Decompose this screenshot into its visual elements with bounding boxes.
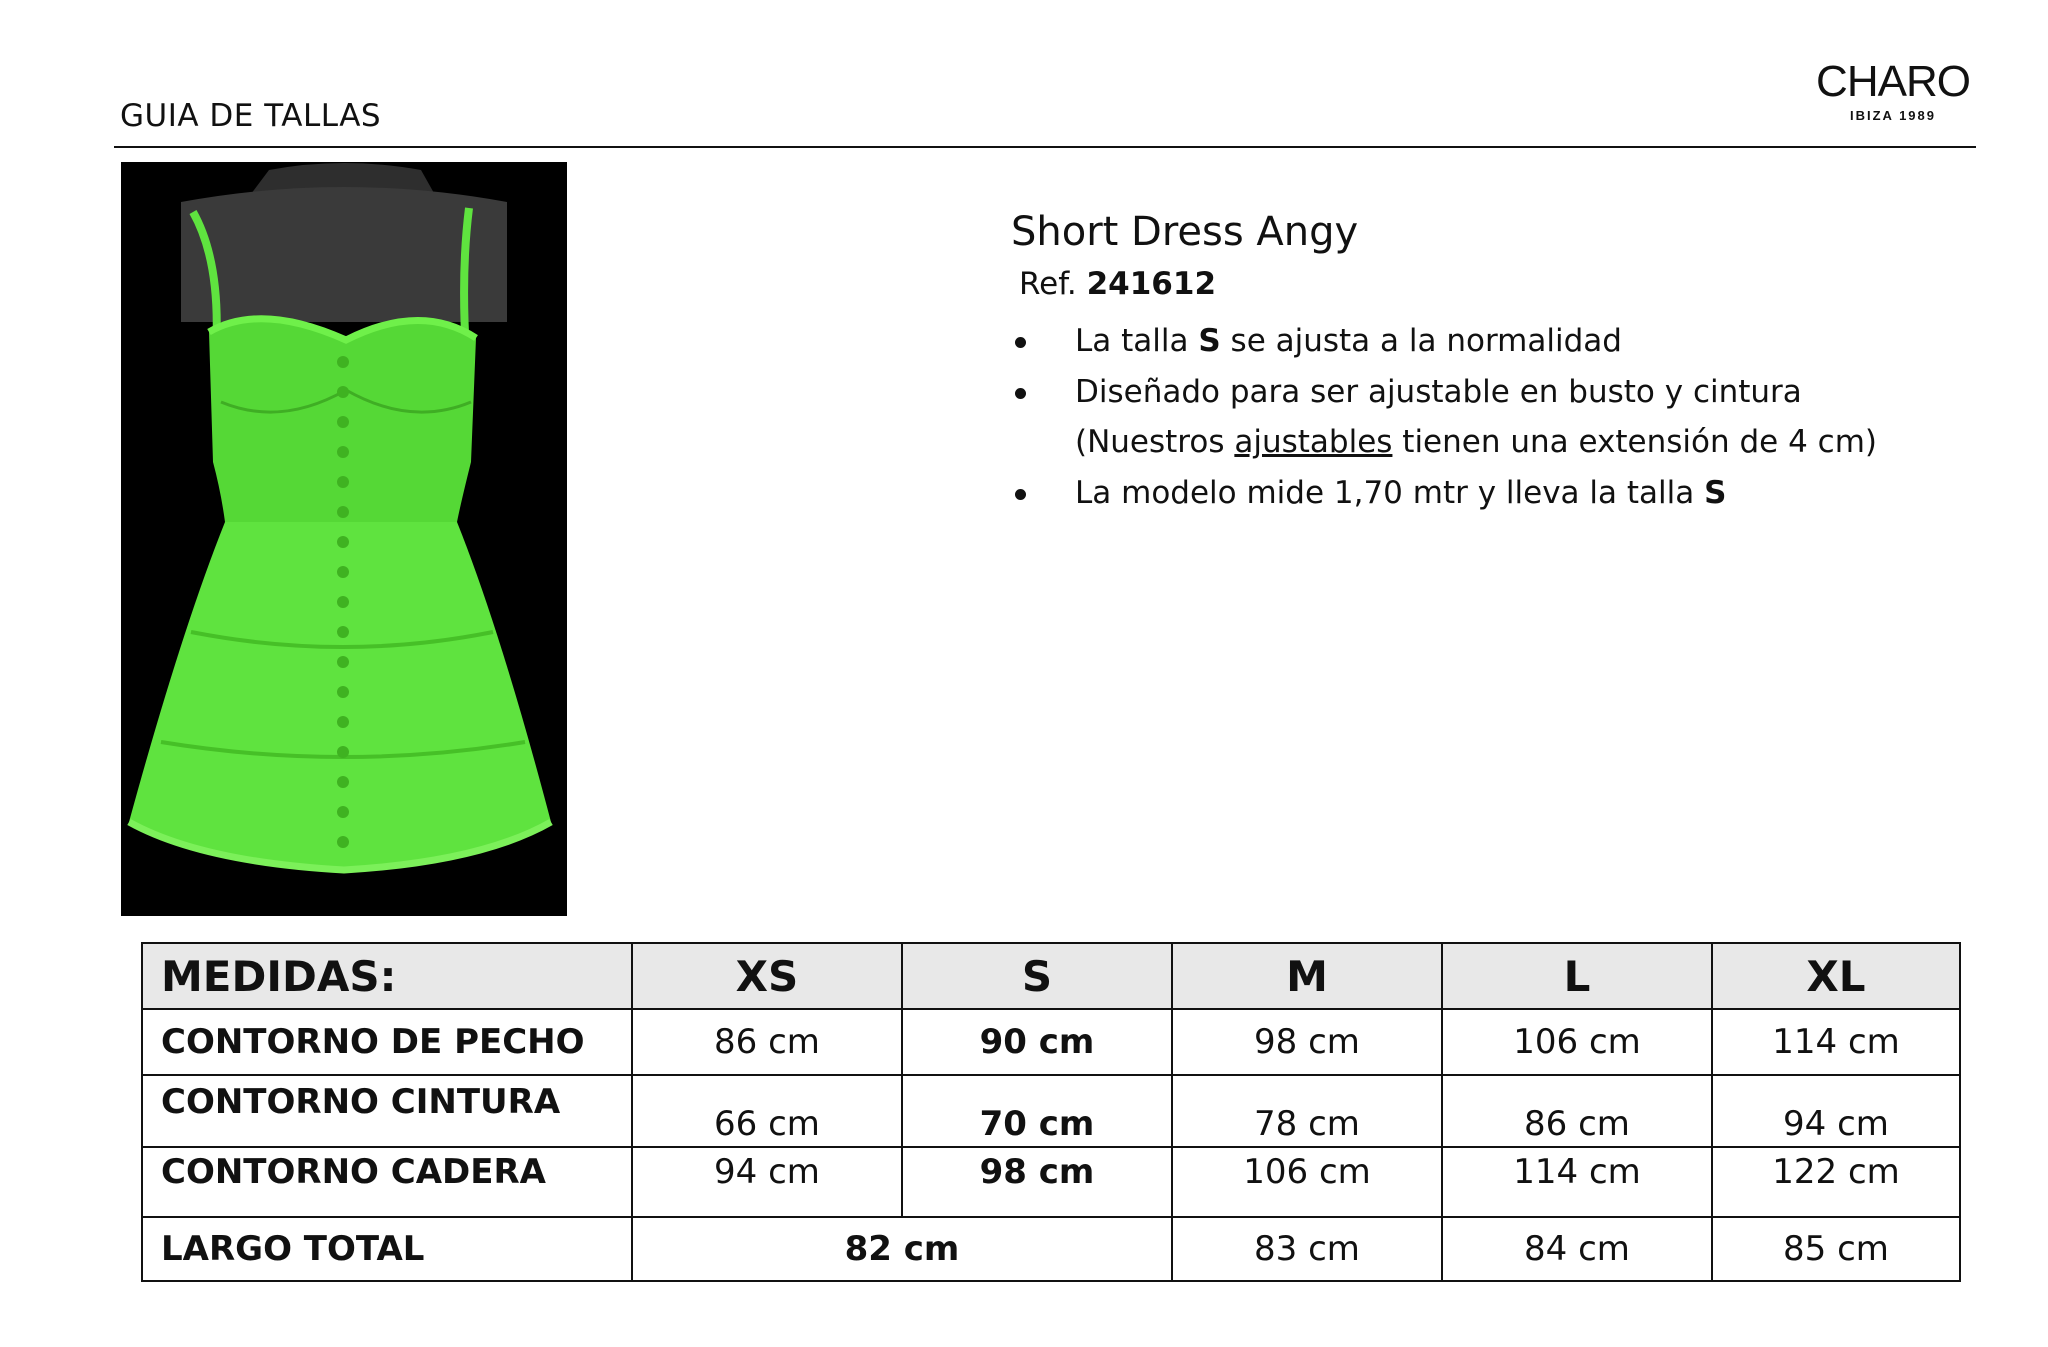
table-row xyxy=(142,1217,1960,1281)
page-title: GUIA DE TALLAS xyxy=(120,98,382,134)
column-header: M xyxy=(1172,943,1442,1009)
list-item: La talla S se ajusta a la normalidad xyxy=(1011,316,1877,367)
table-cell: 66 cm xyxy=(632,1075,902,1147)
table-row xyxy=(142,1009,1960,1075)
table-cell: 114 cm xyxy=(1712,1009,1960,1075)
product-photo xyxy=(121,162,567,916)
brand-logo xyxy=(1808,57,1978,123)
table-cell: 86 cm xyxy=(632,1009,902,1075)
column-header: XS xyxy=(632,943,902,1009)
brand-name: CHARO xyxy=(1816,57,1970,106)
table-cell: 70 cm xyxy=(902,1075,1172,1147)
row-label: CONTORNO DE PECHO xyxy=(142,1009,632,1075)
product-name: Short Dress Angy xyxy=(1011,209,1359,255)
table-row xyxy=(142,1075,1960,1147)
table-cell: 94 cm xyxy=(1712,1075,1960,1147)
product-ref xyxy=(1019,264,1877,304)
ref-number: 241612 xyxy=(1086,266,1217,302)
table-cell: 90 cm xyxy=(902,1009,1172,1075)
table-cell: 98 cm xyxy=(902,1147,1172,1217)
product-info xyxy=(1011,208,1877,519)
table-cell: 106 cm xyxy=(1172,1147,1442,1217)
column-header: S xyxy=(902,943,1172,1009)
list-item: Diseñado para ser ajustable en busto y cintura xyxy=(1011,367,1877,418)
table-cell: 85 cm xyxy=(1712,1217,1960,1281)
column-header: MEDIDAS: xyxy=(142,943,632,1009)
table-cell-merged: 82 cm xyxy=(632,1217,1172,1281)
table-header-row xyxy=(142,943,1960,1009)
table-cell: 84 cm xyxy=(1442,1217,1712,1281)
table-cell: 78 cm xyxy=(1172,1075,1442,1147)
table-cell: 122 cm xyxy=(1712,1147,1960,1217)
list-item-continuation: (Nuestros ajustables tienen una extensión de 4 cm) xyxy=(1075,424,1877,460)
product-notes xyxy=(1011,316,1877,519)
table-cell: 98 cm xyxy=(1172,1009,1442,1075)
row-label: CONTORNO CINTURA xyxy=(142,1075,632,1147)
size-chart-table xyxy=(141,942,1961,1282)
row-label: CONTORNO CADERA xyxy=(142,1147,632,1217)
table-cell: 94 cm xyxy=(632,1147,902,1217)
table-cell: 86 cm xyxy=(1442,1075,1712,1147)
header-divider xyxy=(114,146,1976,148)
row-label: LARGO TOTAL xyxy=(142,1217,632,1281)
table-cell: 83 cm xyxy=(1172,1217,1442,1281)
brand-tagline: IBIZA 1989 xyxy=(1850,108,1936,123)
table-cell: 114 cm xyxy=(1442,1147,1712,1217)
ref-label: Ref. xyxy=(1019,266,1077,302)
table-cell: 106 cm xyxy=(1442,1009,1712,1075)
table-row xyxy=(142,1147,1960,1217)
column-header: L xyxy=(1442,943,1712,1009)
dress-illustration xyxy=(121,162,567,916)
column-header: XL xyxy=(1712,943,1960,1009)
list-item: La modelo mide 1,70 mtr y lleva la talla S xyxy=(1011,468,1877,519)
